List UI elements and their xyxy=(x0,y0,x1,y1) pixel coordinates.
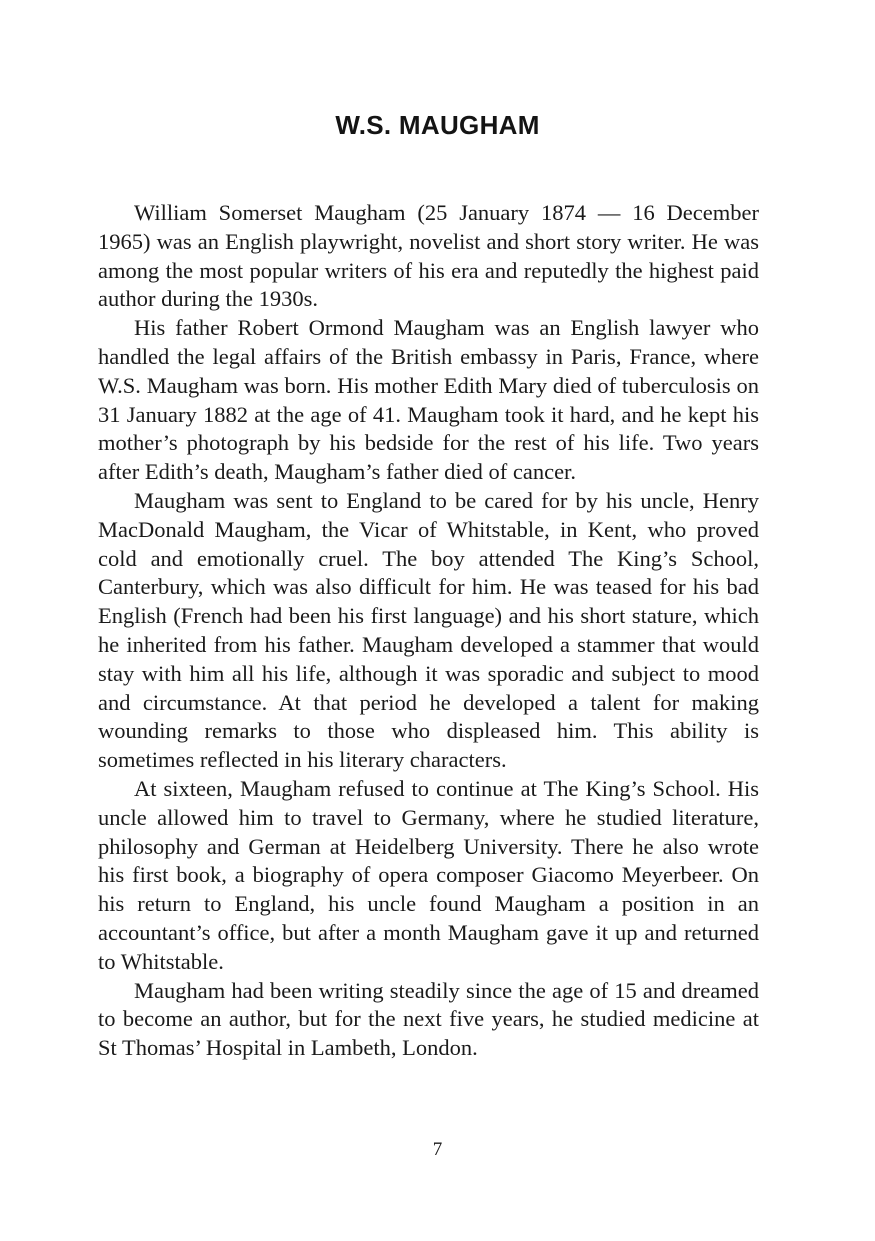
paragraph: Maugham was sent to England to be cared for by his uncle, Henry MacDonald Maugham, the Vicar of Whitstable, in Kent, who proved cold and emotionally cruel. The boy attended The King’s School, Canterbury, which was also difficult for him. He was teased for his bad English (French had been his first language) and his short stature, which he inherited from his father. Maugham developed a stammer that would stay with him all his life, although it was sporadic and subject to mood and circumstance. At that period he developed a talent for making wounding remarks to those who displeased him. This ability is sometimes reflected in his literary characters. xyxy=(98,487,759,773)
paragraph: William Somerset Maugham (25 January 1874 — 16 December 1965) was an English playwright, novelist and short story writer. He was among the most popular writers of his era and reputedly the highest paid author during the 1930s. xyxy=(98,200,759,312)
paragraph: Maugham had been writing steadily since the age of 15 and dreamed to become an author, but for the next five years, he studied medicine at St Thomas’ Hospital in Lambeth, London. xyxy=(98,977,759,1061)
body-text xyxy=(98,199,759,1063)
paragraph: His father Robert Ormond Maugham was an English lawyer who handled the legal affairs of the British embassy in Paris, France, where W.S. Maugham was born. His mother Edith Mary died of tuberculosis on 31 January 1882 at the age of 41. Maugham took it hard, and he kept his mother’s photograph by his bedside for the rest of his life. Two years after Edith’s death, Maugham’s father died of cancer. xyxy=(98,315,759,485)
page-title: W.S. MAUGHAM xyxy=(335,110,540,140)
page-number: 7 xyxy=(432,1139,443,1160)
paragraph: At sixteen, Maugham refused to continue at The King’s School. His uncle allowed him to travel to Germany, where he studied literature, philosophy and German at Heidelberg University. There he also wrote his first book, a biography of opera composer Giacomo Meyerbeer. On his return to England, his uncle found Maugham a position in an accountant’s office, but after a month Maugham gave it up and returned to Whitstable. xyxy=(98,775,759,974)
